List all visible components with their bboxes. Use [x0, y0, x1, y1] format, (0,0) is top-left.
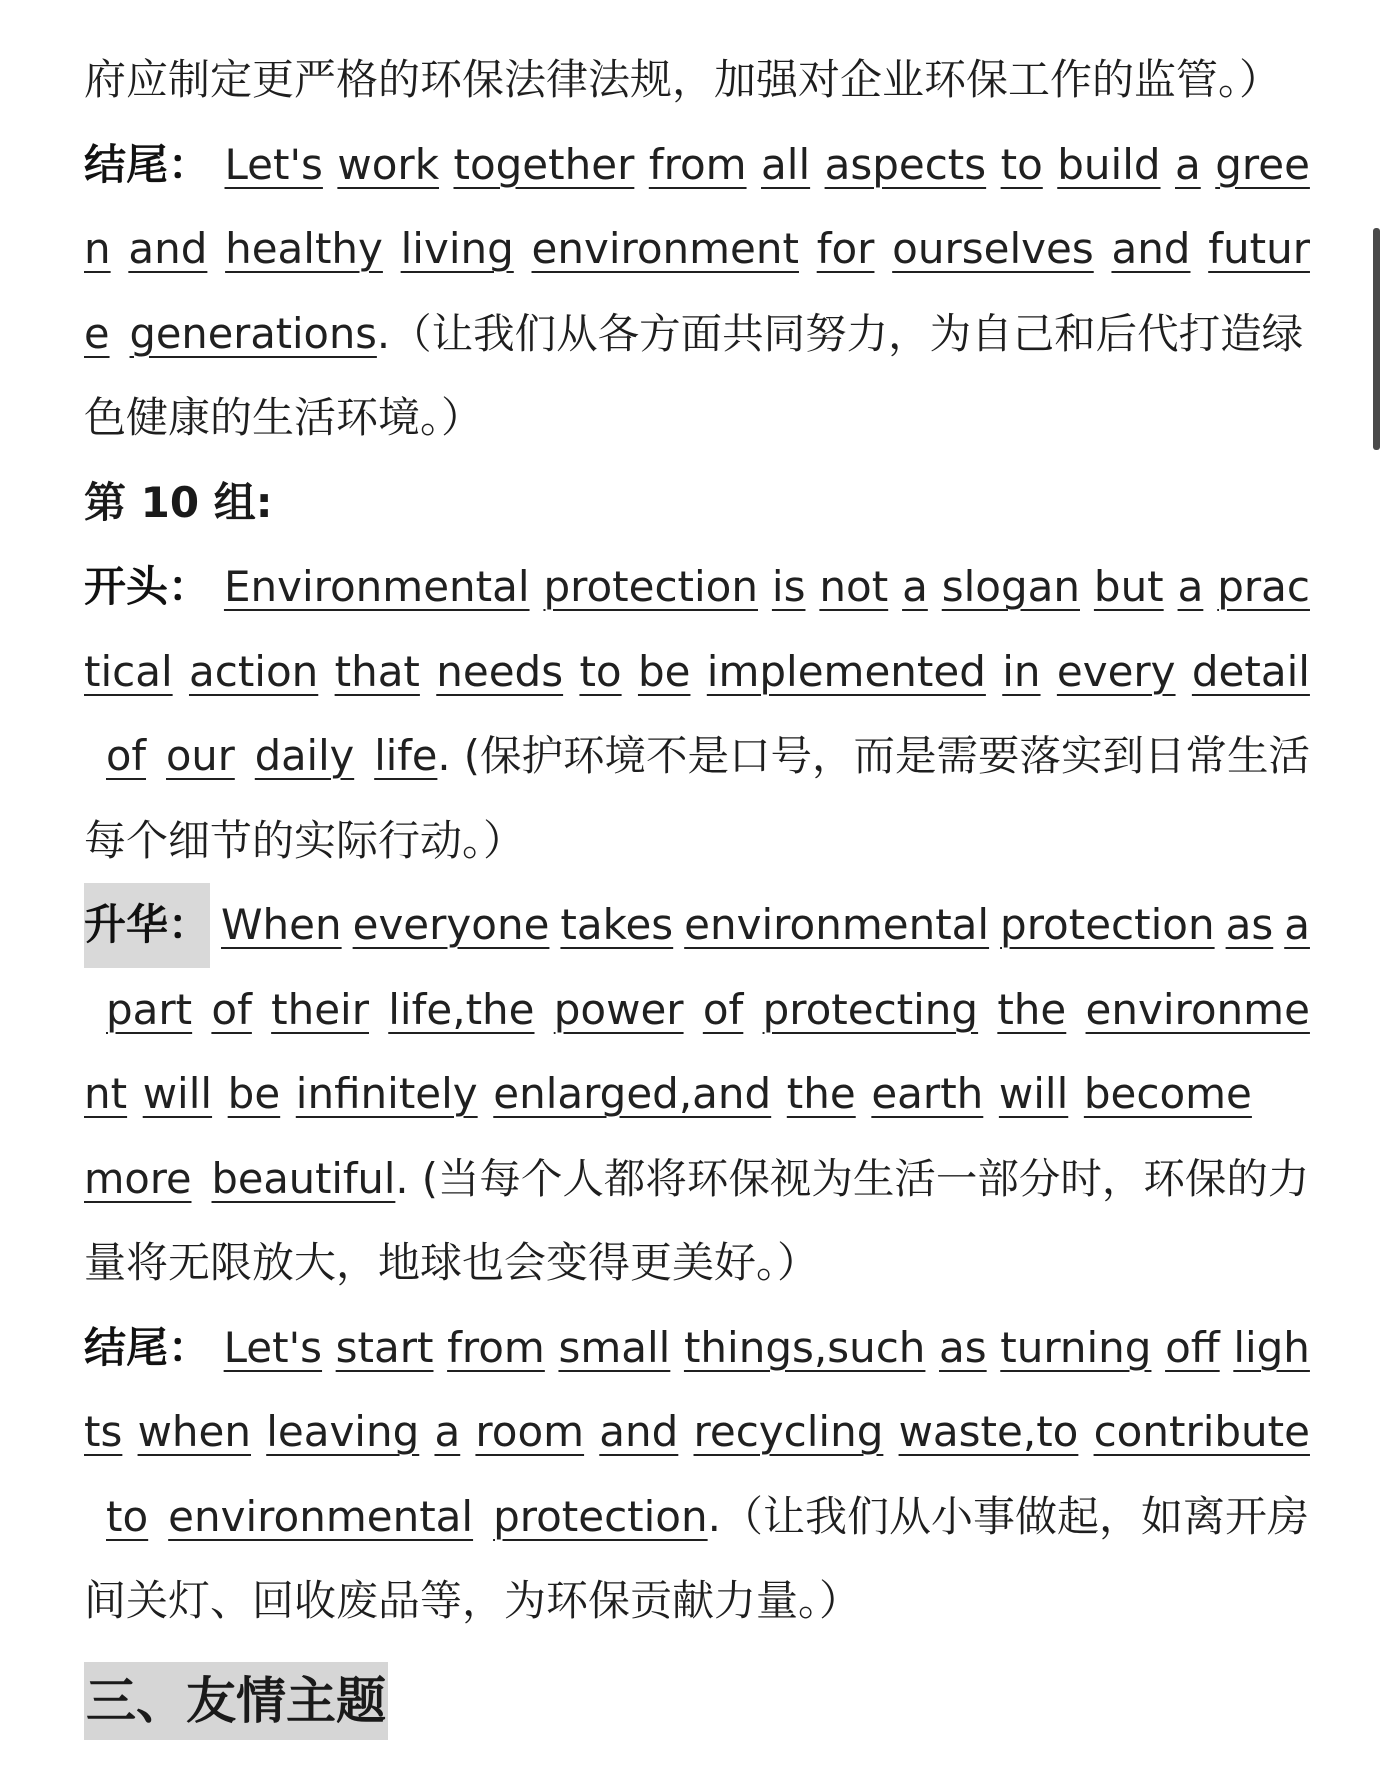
underlined-word: Let's — [224, 139, 323, 189]
underlined-word: everyone — [352, 900, 550, 949]
underlined-word: protection — [543, 562, 758, 611]
underlined-word: healthy — [225, 224, 383, 273]
underlined-word: environmental — [684, 900, 990, 949]
underlined-word: things,such — [683, 1322, 926, 1372]
underlined-word: power — [553, 984, 684, 1034]
underlined-word: part — [106, 984, 193, 1034]
underlined-word: ligh — [1233, 1322, 1310, 1372]
underlined-word: ourselves — [892, 224, 1094, 273]
underlined-word: to — [106, 1491, 149, 1541]
paragraph-text: . (当每个人都将环保视为生活一部分时，环保的力 — [395, 1153, 1310, 1203]
underlined-word: recycling — [693, 1407, 884, 1456]
underlined-word: tical — [84, 646, 173, 696]
group-title: 第 10 组: — [84, 477, 273, 527]
paragraph-text: .（让我们从小事做起，如离开房 — [707, 1491, 1309, 1541]
underlined-word: of — [211, 984, 252, 1034]
underlined-word: their — [271, 984, 369, 1034]
underlined-word: be — [637, 646, 691, 696]
underlined-word: small — [558, 1322, 671, 1372]
underlined-word: turning — [1000, 1322, 1152, 1372]
text-line — [84, 1052, 1310, 1137]
underlined-word: build — [1057, 139, 1161, 189]
underlined-word: of — [106, 731, 147, 780]
document-page — [84, 38, 1310, 1740]
underlined-word: beautiful — [211, 1153, 396, 1203]
underlined-word: when — [137, 1407, 251, 1456]
paragraph-label: 开头： — [84, 562, 211, 611]
underlined-word: nt — [84, 1069, 128, 1118]
paragraph-label: 结尾： — [84, 139, 211, 189]
underlined-word: every — [1056, 646, 1176, 696]
underlined-word: start — [335, 1322, 434, 1372]
underlined-word: for — [816, 224, 875, 273]
underlined-word: life — [374, 731, 438, 780]
underlined-word: slogan — [941, 562, 1080, 611]
underlined-word: become — [1083, 1069, 1252, 1118]
underlined-word: protection — [493, 1491, 708, 1541]
section-heading: 三、友情主题 — [84, 1662, 1310, 1740]
underlined-word: will — [998, 1069, 1069, 1118]
underlined-word: a — [1284, 900, 1310, 949]
paragraph-text: 量将无限放大，地球也会变得更美好。） — [84, 1238, 820, 1287]
underlined-word: enlarged,and — [493, 1069, 772, 1118]
underlined-word: work — [337, 139, 440, 189]
paragraph-text: . (保护环境不是口号，而是需要落实到日常生活 — [437, 731, 1310, 780]
text-line — [84, 1475, 1310, 1560]
underlined-word: as — [939, 1322, 987, 1372]
paragraph-text: 府应制定更严格的环保法律法规，加强对企业环保工作的监管。） — [84, 55, 1282, 104]
underlined-word: n — [84, 224, 111, 273]
underlined-word: protecting — [762, 984, 979, 1034]
underlined-word: a — [1177, 562, 1204, 611]
text-line — [84, 630, 1310, 715]
underlined-word: needs — [436, 646, 564, 696]
underlined-word: takes — [560, 900, 674, 949]
text-line — [84, 38, 1310, 123]
paragraph-text: 色健康的生活环境。） — [84, 393, 484, 442]
text-line — [84, 376, 1310, 461]
paragraph-text: 每个细节的实际行动。） — [84, 815, 526, 865]
text-line — [84, 714, 1310, 799]
underlined-word: from — [447, 1322, 545, 1372]
underlined-word: of — [702, 984, 744, 1034]
underlined-word: all — [761, 139, 811, 189]
underlined-word: and — [599, 1407, 679, 1456]
underlined-word: is — [771, 562, 806, 611]
text-line — [84, 292, 1310, 377]
underlined-word: contribute — [1093, 1407, 1310, 1456]
underlined-word: the — [786, 1069, 856, 1118]
underlined-word: in — [1002, 646, 1041, 696]
underlined-word: e — [84, 308, 110, 358]
underlined-word: earth — [871, 1069, 984, 1118]
text-line — [84, 799, 1310, 884]
underlined-word: gree — [1215, 139, 1310, 189]
underlined-word: be — [227, 1069, 281, 1118]
underlined-word: but — [1093, 562, 1164, 611]
underlined-word: futur — [1208, 224, 1310, 273]
underlined-word: environment — [531, 224, 799, 273]
text-line — [84, 123, 1310, 208]
paragraph-label: 结尾： — [84, 1322, 211, 1372]
underlined-word: When — [221, 900, 342, 949]
scrollbar[interactable] — [1373, 228, 1380, 450]
underlined-word: environmental — [168, 1491, 474, 1541]
paragraph-text: 间关灯、回收废品等，为环保贡献力量。） — [84, 1576, 862, 1625]
text-line — [84, 545, 1310, 630]
underlined-word: aspects — [824, 139, 987, 189]
underlined-word: waste,to — [898, 1407, 1079, 1456]
underlined-word: more — [84, 1153, 192, 1203]
text-line — [84, 1559, 1310, 1644]
underlined-word: our — [166, 731, 235, 780]
underlined-word: to — [1000, 139, 1043, 189]
underlined-word: off — [1165, 1322, 1220, 1372]
underlined-word: from — [648, 139, 747, 189]
text-line — [84, 1221, 1310, 1306]
underlined-word: that — [334, 646, 420, 696]
underlined-word: Let's — [223, 1322, 323, 1372]
underlined-word: prac — [1217, 562, 1310, 611]
underlined-word: and — [128, 224, 208, 273]
underlined-word: environme — [1085, 984, 1310, 1034]
underlined-word: the — [997, 984, 1067, 1034]
underlined-word: and — [1111, 224, 1191, 273]
underlined-word: room — [475, 1407, 585, 1456]
underlined-word: a — [1175, 139, 1201, 189]
underlined-word: living — [400, 224, 514, 273]
paragraph-label: 升华： — [84, 883, 210, 968]
underlined-word: as — [1225, 900, 1274, 949]
text-line — [84, 1306, 1310, 1391]
text-line — [84, 1137, 1310, 1222]
underlined-word: life,the — [388, 984, 535, 1034]
underlined-word: not — [819, 562, 889, 611]
underlined-word: a — [434, 1407, 461, 1456]
underlined-word: ts — [84, 1407, 123, 1456]
underlined-word: will — [142, 1069, 213, 1118]
text-line — [84, 1390, 1310, 1475]
underlined-word: infinitely — [295, 1069, 478, 1118]
underlined-word: leaving — [266, 1407, 420, 1456]
underlined-word: to — [579, 646, 622, 696]
underlined-word: action — [188, 646, 319, 696]
text-line — [84, 207, 1310, 292]
underlined-word: Environmental — [223, 562, 530, 611]
underlined-word: daily — [254, 731, 355, 780]
text-line — [84, 883, 1310, 968]
paragraph-text: .（让我们从各方面共同努力，为自己和后代打造绿 — [376, 308, 1304, 358]
underlined-word: protection — [1000, 900, 1215, 949]
underlined-word: detail — [1191, 646, 1310, 696]
underlined-word: a — [902, 562, 928, 611]
underlined-word: generations — [129, 308, 377, 358]
underlined-word: implemented — [706, 646, 986, 696]
text-line — [84, 968, 1310, 1053]
underlined-word: together — [453, 139, 635, 189]
